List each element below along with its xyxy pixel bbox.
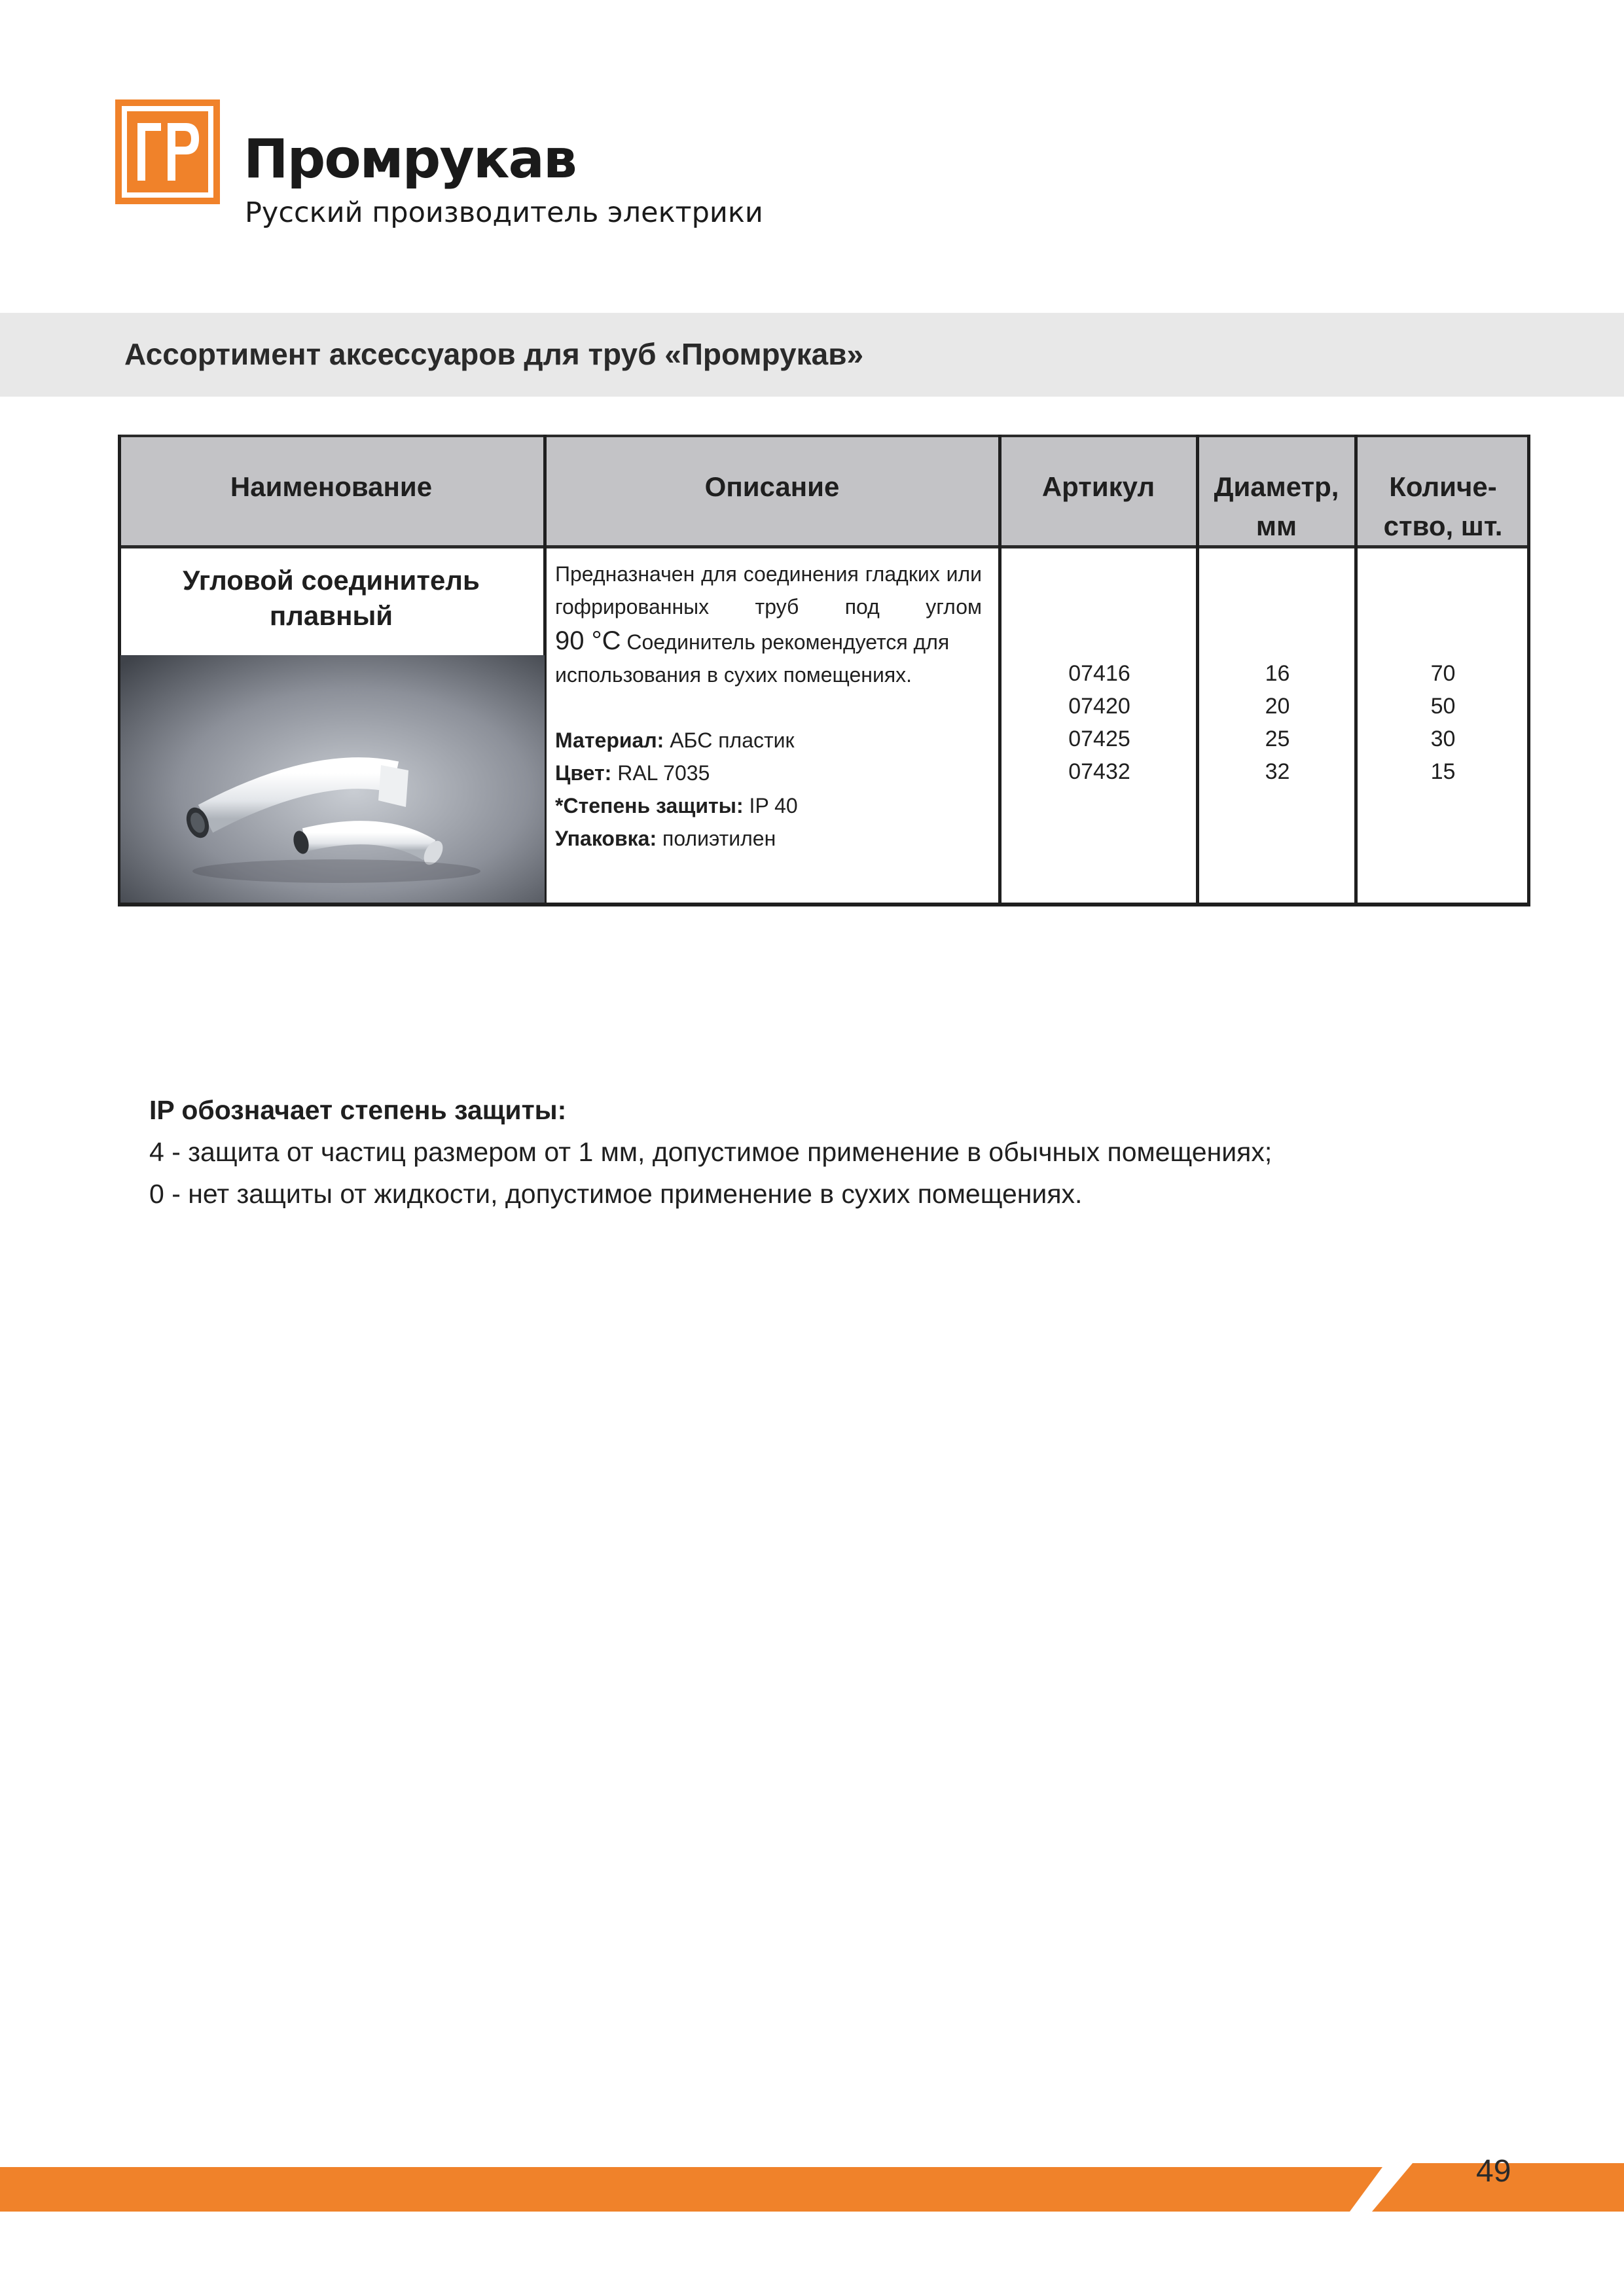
header-description-label: Описание <box>704 471 840 502</box>
header-article <box>1000 435 1197 548</box>
product-name: Угловой соединитель плавный <box>183 565 480 631</box>
brand-logo-mark <box>115 99 220 204</box>
footer-bar <box>0 2163 1624 2212</box>
quantity-value: 70 <box>1430 661 1456 686</box>
color-label: Цвет: <box>555 761 612 785</box>
ip-note <box>149 1089 1272 1215</box>
header-diameter-line2: мм <box>1255 511 1297 541</box>
header-name <box>118 435 545 548</box>
quantity-value: 30 <box>1430 726 1456 751</box>
diameter-column <box>1200 657 1354 788</box>
grid-line <box>998 435 1001 906</box>
header-quantity <box>1356 435 1530 548</box>
page-number: 49 <box>1476 2154 1511 2189</box>
header-diameter <box>1197 435 1356 548</box>
diameter-value: 25 <box>1265 726 1290 751</box>
material-line <box>555 724 982 757</box>
article-column <box>1003 657 1196 788</box>
material-value: АБС пластик <box>670 728 795 752</box>
protection-value: IP 40 <box>749 794 798 817</box>
quantity-value: 15 <box>1430 759 1456 784</box>
brand-name: Промрукав <box>244 128 576 190</box>
table-bottom-border <box>118 903 1530 906</box>
package-value: полиэтилен <box>662 827 776 850</box>
header-name-label: Наименование <box>230 471 433 502</box>
section-title: Ассортимент аксессуаров для труб «Промрукав» <box>124 337 864 371</box>
corner-connector-photo <box>120 655 545 903</box>
description-angle: 90 °C <box>555 626 621 655</box>
package-label: Упаковка: <box>555 827 657 850</box>
material-label: Материал: <box>555 728 664 752</box>
protection-line <box>555 789 982 822</box>
description-tail: Соединитель рекомендуется для использования в сухих помещениях. <box>555 630 950 687</box>
diameter-value: 32 <box>1265 759 1290 784</box>
header-diameter-line1: Диаметр, <box>1214 471 1339 502</box>
brand-tagline: Русский производитель электрики <box>245 196 763 229</box>
protection-label: *Степень защиты: <box>555 794 744 817</box>
article-value: 07432 <box>1068 759 1130 784</box>
product-description <box>555 558 982 855</box>
diameter-value: 20 <box>1265 694 1290 719</box>
color-line <box>555 757 982 789</box>
product-table <box>118 435 1530 907</box>
header-quantity-line1: Количе- <box>1389 471 1497 502</box>
header-description <box>545 435 1000 548</box>
diameter-value: 16 <box>1265 661 1290 686</box>
ip-note-title: IP обозначает степень защиты: <box>149 1095 567 1125</box>
color-value: RAL 7035 <box>617 761 710 785</box>
ip-note-line1: 4 - защита от частиц размером от 1 мм, допустимое применение в обычных помещениях; <box>149 1137 1272 1167</box>
article-value: 07420 <box>1068 694 1130 719</box>
ip-note-line2: 0 - нет защиты от жидкости, допустимое применение в сухих помещениях. <box>149 1179 1083 1209</box>
grid-line <box>1527 435 1530 906</box>
description-intro: Предназначен для соединения гладких или гофрированных труб под углом <box>555 562 982 619</box>
logo-gr-icon <box>115 99 220 204</box>
article-value: 07425 <box>1068 726 1130 751</box>
grid-line <box>1354 435 1358 906</box>
quantity-column <box>1359 657 1527 788</box>
article-value: 07416 <box>1068 661 1130 686</box>
description-angle-line <box>555 624 982 691</box>
quantity-value: 50 <box>1430 694 1456 719</box>
header-quantity-line2: ство, шт. <box>1383 511 1503 541</box>
header-article-label: Артикул <box>1041 471 1155 502</box>
package-line <box>555 822 982 855</box>
spacer <box>555 691 982 724</box>
grid-line <box>1196 435 1199 906</box>
